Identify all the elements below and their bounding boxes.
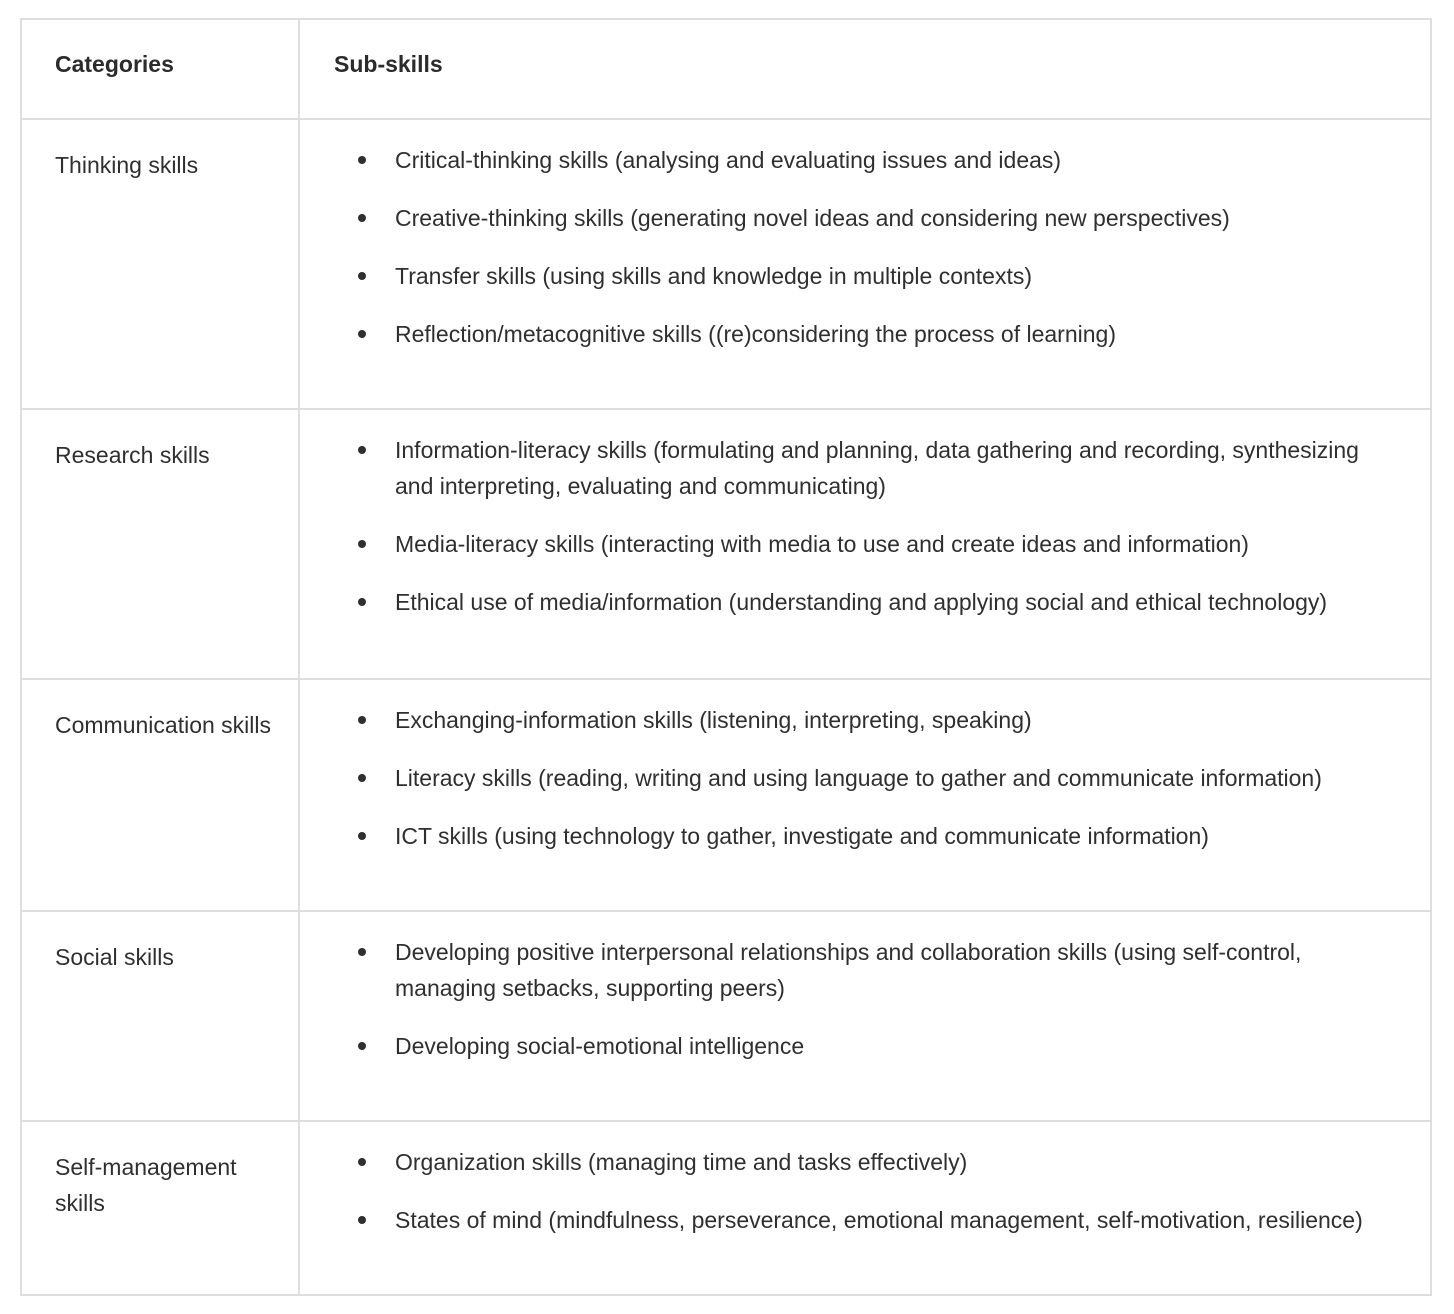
sub-skill-text: Transfer skills (using skills and knowledge in multiple contexts) bbox=[395, 263, 1033, 289]
bullet-icon bbox=[358, 948, 366, 956]
skills-table bbox=[20, 18, 1432, 1296]
sub-skills-cell bbox=[299, 119, 1431, 409]
sub-skill-text: Exchanging-information skills (listening, interpreting, speaking) bbox=[395, 707, 1032, 733]
sub-skill-text: Information-literacy skills (formulating and planning, data gathering and recording, synthesizing and interpreting, evaluating and communicating) bbox=[395, 437, 1359, 499]
list-item bbox=[300, 1202, 1400, 1238]
bullet-icon bbox=[358, 330, 366, 338]
list-item bbox=[300, 1144, 1400, 1180]
sub-skill-text: Developing positive interpersonal relationships and collaboration skills (using self-control, managing setbacks, supporting peers) bbox=[395, 939, 1302, 1001]
category-cell: Communication skills bbox=[21, 679, 299, 911]
category-cell: Thinking skills bbox=[21, 119, 299, 409]
list-item bbox=[300, 584, 1400, 620]
sub-skills-list bbox=[300, 702, 1400, 854]
bullet-icon bbox=[358, 214, 366, 222]
table-header-row bbox=[21, 19, 1431, 119]
bullet-icon bbox=[358, 446, 366, 454]
list-item bbox=[300, 258, 1400, 294]
list-item bbox=[300, 316, 1400, 352]
bullet-icon bbox=[358, 1216, 366, 1224]
bullet-icon bbox=[358, 156, 366, 164]
header-categories: Categories bbox=[21, 19, 299, 119]
list-item bbox=[300, 760, 1400, 796]
sub-skill-text: Media-literacy skills (interacting with media to use and create ideas and information) bbox=[395, 531, 1249, 557]
sub-skill-text: ICT skills (using technology to gather, investigate and communicate information) bbox=[395, 823, 1209, 849]
list-item bbox=[300, 432, 1400, 504]
sub-skills-cell bbox=[299, 409, 1431, 679]
sub-skills-cell bbox=[299, 679, 1431, 911]
table-row bbox=[21, 1121, 1431, 1295]
sub-skill-text: Creative-thinking skills (generating novel ideas and considering new perspectives) bbox=[395, 205, 1230, 231]
sub-skills-cell bbox=[299, 1121, 1431, 1295]
sub-skill-text: Organization skills (managing time and tasks effectively) bbox=[395, 1149, 968, 1175]
bullet-icon bbox=[358, 1042, 366, 1050]
bullet-icon bbox=[358, 540, 366, 548]
sub-skills-list bbox=[300, 142, 1400, 352]
bullet-icon bbox=[358, 1158, 366, 1166]
header-sub-skills: Sub-skills bbox=[299, 19, 1431, 119]
bullet-icon bbox=[358, 598, 366, 606]
bullet-icon bbox=[358, 716, 366, 724]
list-item bbox=[300, 1028, 1400, 1064]
list-item bbox=[300, 934, 1400, 1006]
bullet-icon bbox=[358, 774, 366, 782]
sub-skill-text: Ethical use of media/information (understanding and applying social and ethical technology) bbox=[395, 589, 1328, 615]
sub-skill-text: Literacy skills (reading, writing and using language to gather and communicate information) bbox=[395, 765, 1322, 791]
category-cell: Social skills bbox=[21, 911, 299, 1121]
table-row bbox=[21, 409, 1431, 679]
sub-skill-text: Reflection/metacognitive skills ((re)considering the process of learning) bbox=[395, 321, 1116, 347]
sub-skills-cell bbox=[299, 911, 1431, 1121]
category-cell: Research skills bbox=[21, 409, 299, 679]
sub-skills-list bbox=[300, 432, 1400, 620]
table-row bbox=[21, 679, 1431, 911]
table-row bbox=[21, 911, 1431, 1121]
list-item bbox=[300, 526, 1400, 562]
sub-skills-list bbox=[300, 1144, 1400, 1238]
bullet-icon bbox=[358, 832, 366, 840]
list-item bbox=[300, 142, 1400, 178]
sub-skill-text: Critical-thinking skills (analysing and evaluating issues and ideas) bbox=[395, 147, 1062, 173]
sub-skills-list bbox=[300, 934, 1400, 1064]
sub-skill-text: Developing social-emotional intelligence bbox=[395, 1033, 805, 1059]
sub-skill-text: States of mind (mindfulness, perseverance, emotional management, self-motivation, resilience) bbox=[395, 1207, 1363, 1233]
list-item bbox=[300, 702, 1400, 738]
category-cell: Self-management skills bbox=[21, 1121, 299, 1295]
list-item bbox=[300, 818, 1400, 854]
table-row bbox=[21, 119, 1431, 409]
list-item bbox=[300, 200, 1400, 236]
bullet-icon bbox=[358, 272, 366, 280]
